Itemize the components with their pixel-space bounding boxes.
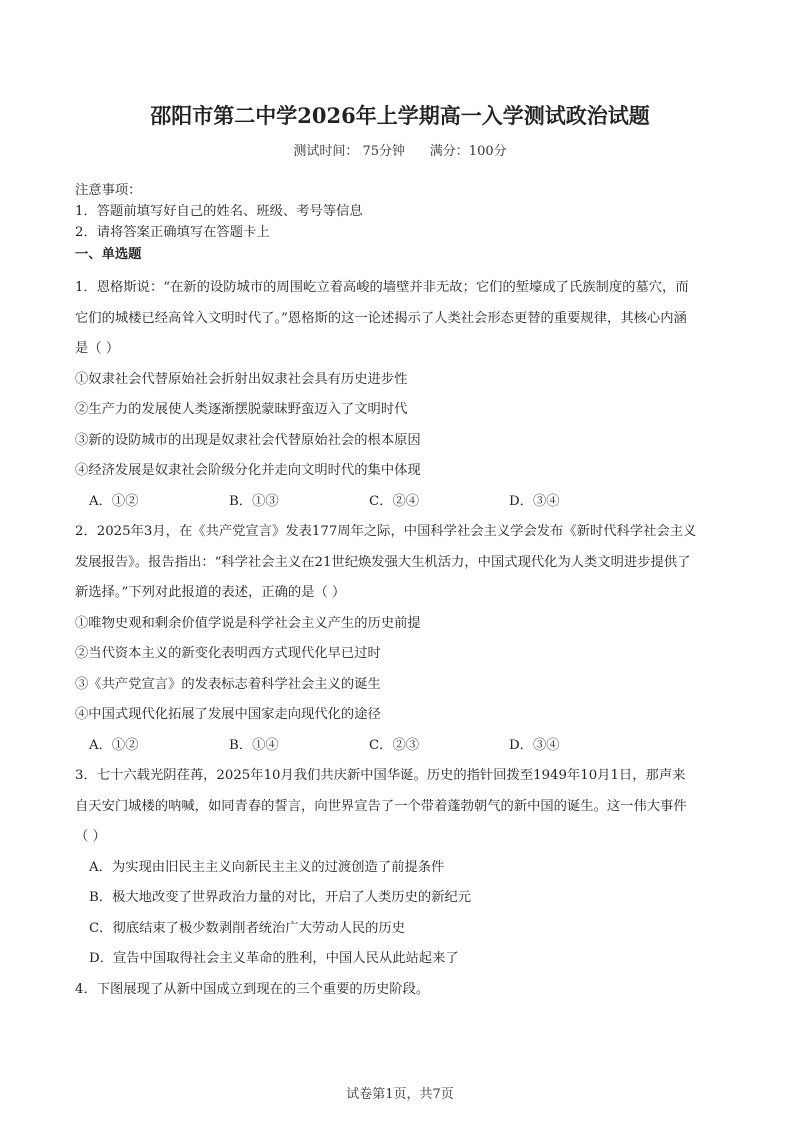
option-b: B．①④ — [229, 737, 279, 753]
notes-item: 2．请将答案正确填写在答题卡上 — [75, 225, 270, 240]
statement: ②当代资本主义的新变化表明西方式现代化早已过时 — [75, 646, 381, 661]
page-footer: 试卷第1页，共7页 — [346, 1087, 454, 1102]
question-text: 1．恩格斯说：“在新的设防城市的周围屹立着高峻的墙壁并非无故；它们的堑壕成了氏族制度的墓穴，而 — [75, 280, 689, 295]
question-text: （ ） — [75, 829, 106, 844]
option-a: A．①② — [89, 493, 139, 509]
option-a: A．①② — [89, 737, 139, 753]
question-text: 3．七十六载光阴荏苒，2025年10月我们共庆新中国华诞。历史的指针回拨至1949年10月1日，那声来 — [75, 768, 686, 783]
question-text: 2．2025年3月，在《共产党宣言》发表177周年之际，中国科学社会主义学会发布《新时代科学社会主义 — [75, 524, 697, 539]
question-text: 4．下图展现了从新中国成立到现在的三个重要的历史阶段。 — [75, 981, 430, 997]
option-c: C．彻底结束了极少数剥削者统治广大劳动人民的历史 — [89, 920, 406, 936]
option-c: C．②④ — [369, 493, 420, 509]
question-2 — [75, 517, 735, 761]
notes-item: 1．答题前填写好自己的姓名、班级、考号等信息 — [75, 204, 363, 219]
option-d: D．宣告中国取得社会主义革命的胜利，中国人民从此站起来了 — [89, 951, 459, 966]
question-text: 新选择。”下列对此报道的表述，正确的是（ ） — [75, 585, 346, 600]
notes-heading: 注意事项： — [75, 183, 142, 198]
question-text: 它们的城楼已经高耸入文明时代了。”恩格斯的这一论述揭示了人类社会形态更替的重要规律，其核心内涵 — [75, 310, 687, 326]
question-text: 发展报告》。报告指出：“科学社会主义在21世纪焕发强大生机活力，中国式现代化为人类文明进步提供了 — [75, 554, 691, 570]
statement: ④中国式现代化拓展了发展中国家走向现代化的途径 — [75, 707, 381, 722]
answer-options — [75, 731, 735, 762]
statement: ③《共产党宣言》的发表标志着科学社会主义的诞生 — [75, 676, 381, 692]
answer-options — [75, 487, 735, 518]
option-c: C．②③ — [369, 737, 420, 753]
statement: ①奴隶社会代替原始社会折射出奴隶社会具有历史进步性 — [75, 371, 408, 387]
question-text: 自天安门城楼的呐喊，如同青春的誓言，向世界宣告了一个带着蓬勃朝气的新中国的诞生。这一伟大事件 — [75, 798, 687, 814]
statement: ①唯物史观和剩余价值学说是科学社会主义产生的历史前提 — [75, 615, 421, 631]
exam-info: 测试时间： 75分钟 满分：100分 — [293, 144, 507, 159]
statement: ③新的设防城市的出现是奴隶社会代替原始社会的根本原因 — [75, 432, 421, 448]
statement: ②生产力的发展使人类逐渐摆脱蒙昧野蛮迈入了文明时代 — [75, 402, 408, 417]
option-b: B．①③ — [229, 493, 279, 509]
option-d: D．③④ — [509, 737, 560, 753]
question-text: 是（ ） — [75, 341, 120, 356]
option-b: B．极大地改变了世界政治力量的对比，开启了人类历史的新纪元 — [89, 890, 472, 905]
question-1 — [75, 273, 735, 517]
page-title: 邵阳市第二中学2026年上学期高一入学测试政治试题 — [150, 103, 650, 128]
option-a: A．为实现由旧民主主义向新民主主义的过渡创造了前提条件 — [89, 859, 445, 875]
section-title: 一、单选题 — [75, 247, 142, 262]
statement: ④经济发展是奴隶社会阶级分化并走向文明时代的集中体现 — [75, 463, 421, 478]
question-3 — [75, 761, 735, 975]
question-4 — [75, 975, 735, 1006]
option-d: D．③④ — [509, 493, 560, 509]
notes-block — [75, 180, 735, 243]
exam-content — [75, 180, 735, 1005]
